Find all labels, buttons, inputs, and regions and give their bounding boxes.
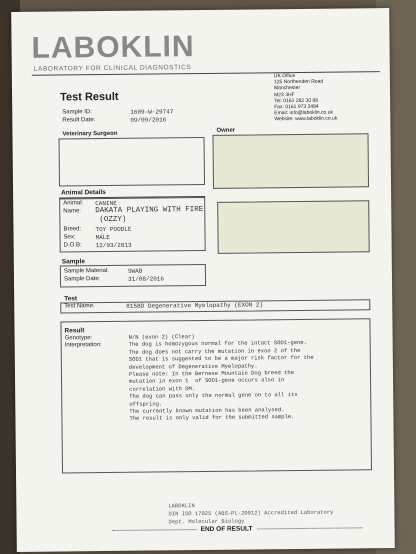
sex-value: MALE bbox=[95, 233, 110, 242]
result-line: mutation in exon 1 of SOD1-gene occurs also in bbox=[129, 376, 285, 386]
sample-date-label: Sample Date: bbox=[63, 276, 101, 283]
office-address bbox=[274, 72, 385, 123]
breed-value: TOY POODLE bbox=[95, 225, 132, 234]
test-name-value: 8158D Degenerative Myelopathy (EXON 2) bbox=[126, 301, 264, 310]
result-line: correlation with DM. bbox=[129, 384, 196, 393]
result-line: The dog does not carry the mutation in exon 2 of the bbox=[128, 346, 301, 356]
name-label: Name: bbox=[63, 208, 81, 215]
animal-section-title: Animal Details bbox=[61, 189, 106, 197]
result-line: The currently known mutation has been analysed. bbox=[129, 406, 285, 415]
office-line: Manchester bbox=[273, 85, 301, 92]
result-line: The dog can pass only the normal gene on to all its bbox=[129, 391, 298, 401]
footer-accreditation: DIN ISO 17025 (ABS-PL-20912) Accredited Laboratory bbox=[168, 508, 334, 518]
result-line: Please note: In the Bernese Mountain Dog breed the bbox=[128, 369, 295, 378]
test-name-label: Test Name: bbox=[64, 303, 95, 310]
footer-department: Dept. Molecular Biology bbox=[168, 517, 245, 526]
result-line: SOD1 that is suggested to be a major risk factor for the bbox=[128, 354, 314, 363]
test-section-title: Test bbox=[64, 295, 78, 303]
result-line: development of Degenerative Myelopathy. bbox=[128, 362, 258, 371]
vet-box bbox=[59, 137, 205, 187]
sample-material-label: Sample Material: bbox=[63, 267, 109, 275]
sample-date-value: 31/08/2016 bbox=[127, 275, 165, 283]
result-date-label: Result Date: bbox=[62, 117, 96, 124]
name-value-2: (OZZY) bbox=[99, 215, 127, 225]
office-line: Website: www.laboklin.co.uk bbox=[274, 116, 338, 123]
office-line: UK Office bbox=[273, 73, 296, 80]
logo-subtitle: LABORATORY FOR CLINICAL DIAGNOSTICS bbox=[33, 64, 192, 73]
sample-id-label: Sample ID: bbox=[62, 109, 92, 116]
sample-id-value: 1609-W-29747 bbox=[130, 108, 174, 116]
interpretation-label: Interpretation: bbox=[64, 342, 102, 349]
result-date-value: 09/09/2016 bbox=[130, 116, 167, 124]
page-title: Test Result bbox=[60, 90, 119, 104]
breed-label: Breed: bbox=[63, 226, 82, 233]
laboklin-logo: LABOKLIN bbox=[31, 30, 195, 65]
office-line: Fax: 0161 973 3484 bbox=[274, 103, 319, 111]
result-section-title: Result bbox=[64, 327, 85, 335]
office-line: Email: info@laboklin.co.uk bbox=[274, 109, 334, 117]
animal-label: Animal: bbox=[63, 200, 84, 207]
dob-value: 12/03/2013 bbox=[95, 241, 132, 250]
vet-label: Veterinary Surgeon bbox=[62, 130, 118, 138]
office-line: 125 Northenden Road bbox=[273, 78, 324, 86]
office-line: M23 3HF bbox=[274, 91, 295, 98]
owner-redacted bbox=[212, 133, 369, 189]
footer-lab-name: LABOKLIN bbox=[168, 502, 195, 510]
result-line: N/N (exon 2) (Clear) bbox=[128, 333, 195, 341]
sex-label: Sex: bbox=[63, 234, 76, 241]
end-of-result: END OF RESULT bbox=[197, 525, 257, 533]
result-text bbox=[129, 331, 366, 422]
tattoo-redacted bbox=[217, 200, 370, 254]
result-line: The result is only valid for the submitted sample. bbox=[129, 413, 295, 423]
animal-value: CANINE bbox=[95, 199, 117, 208]
result-line: offspring. bbox=[129, 400, 163, 408]
sample-section-title: Sample bbox=[61, 258, 85, 266]
owner-label: Owner bbox=[216, 127, 236, 134]
dob-label: D.O.B: bbox=[63, 242, 82, 249]
result-line: The dog is homozygous normal for the intact SOD1-gene. bbox=[128, 339, 307, 349]
sample-material-value: SWAB bbox=[127, 267, 143, 275]
office-line: Tel: 0161 282 30 88 bbox=[274, 97, 319, 105]
genotype-label: Genotype: bbox=[64, 335, 93, 342]
name-value: DAKATA PLAYING WITH FIRE bbox=[95, 205, 204, 216]
result-sheet bbox=[11, 8, 395, 552]
